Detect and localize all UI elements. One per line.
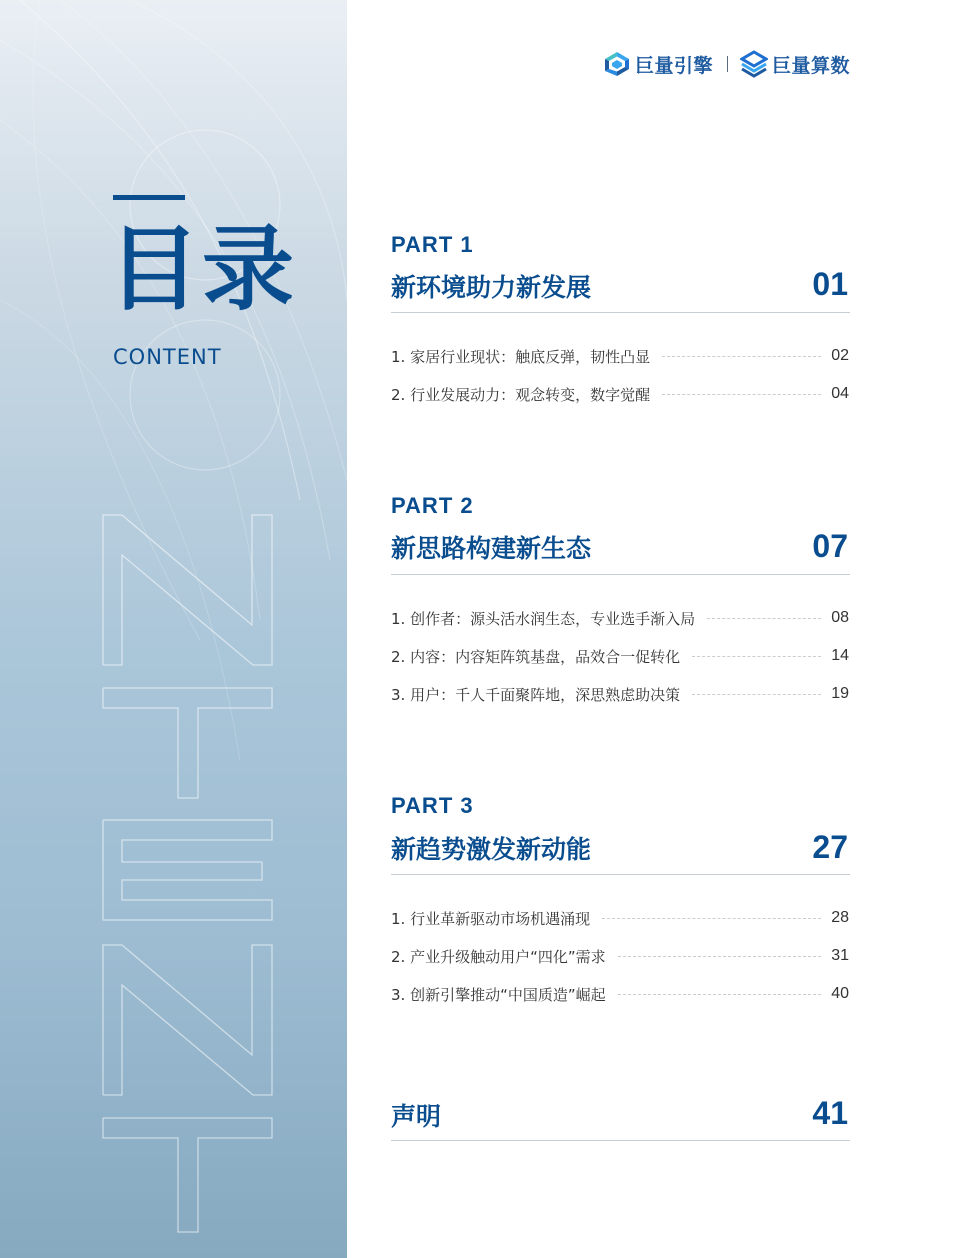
statement-title[interactable]: 声明 (391, 1102, 442, 1131)
part-2-page[interactable]: 07 (812, 528, 848, 564)
toc-entry-page: 40 (831, 985, 849, 1002)
part-3-label: PART 3 (391, 793, 474, 818)
juliang-suanshu-logo-text: 巨量算数 (771, 54, 850, 77)
part-3-page[interactable]: 27 (812, 829, 848, 865)
brand-logos (603, 47, 850, 81)
part-1-title[interactable]: 新环境助力新发展 (391, 273, 592, 302)
toc-entry-text: 3. 用户：千人千面聚阵地，深思熟虑助决策 (391, 685, 681, 704)
page-subtitle: CONTENT (113, 345, 222, 369)
toc-leader-dots (618, 994, 822, 995)
toc-entry-text: 2. 内容：内容矩阵筑基盘，品效合一促转化 (391, 647, 681, 666)
toc-entry-text: 3. 创新引擎推动“中国质造”崛起 (391, 985, 606, 1004)
part-1-divider (391, 312, 850, 313)
toc-entry-page: 08 (831, 609, 849, 626)
toc-leader-dots (618, 956, 822, 957)
juliang-suanshu-logo (740, 50, 850, 78)
toc-entry-text: 1. 创作者：源头活水润生态，专业选手渐入局 (391, 609, 696, 628)
juliang-engine-logo (603, 50, 713, 78)
toc-entry-text: 1. 家居行业现状：触底反弹，韧性凸显 (391, 347, 651, 366)
toc-leader-dots (662, 356, 821, 357)
statement-divider (391, 1140, 850, 1141)
part-1-label: PART 1 (391, 232, 474, 257)
part-3-title[interactable]: 新趋势激发新动能 (391, 835, 592, 864)
juliang-suanshu-logo-icon (740, 50, 768, 78)
toc-entry-page: 02 (831, 347, 849, 364)
toc-entry-text: 2. 行业发展动力：观念转变，数字觉醒 (391, 385, 651, 404)
toc-entry-page: 14 (831, 647, 849, 664)
background-waves-graphic (0, 0, 347, 1258)
toc-entry[interactable] (391, 607, 849, 629)
juliang-engine-logo-text: 巨量引擎 (634, 54, 713, 77)
statement-page[interactable]: 41 (812, 1095, 848, 1131)
toc-entry-text: 1. 行业革新驱动市场机遇涌现 (391, 909, 591, 928)
toc-entry-page: 04 (831, 385, 849, 402)
toc-leader-dots (662, 394, 821, 395)
toc-leader-dots (707, 618, 821, 619)
toc-entry[interactable] (391, 345, 849, 367)
part-2-divider (391, 574, 850, 575)
toc-entry[interactable] (391, 907, 849, 929)
toc-entry[interactable] (391, 683, 849, 705)
juliang-engine-logo-icon (603, 50, 631, 78)
toc-entry-page: 28 (831, 909, 849, 926)
toc-leader-dots (692, 656, 821, 657)
part-2-label: PART 2 (391, 493, 474, 518)
part-1-page[interactable]: 01 (812, 266, 848, 302)
toc-entry[interactable] (391, 983, 849, 1005)
toc-entry-page: 19 (831, 685, 849, 702)
cover-side-panel (0, 0, 347, 1258)
toc-leader-dots (602, 918, 821, 919)
toc-entry[interactable] (391, 645, 849, 667)
toc-entry-page: 31 (831, 947, 849, 964)
toc-entry[interactable] (391, 383, 849, 405)
toc-entry-text: 2. 产业升级触动用户“四化”需求 (391, 947, 606, 966)
part-2-title[interactable]: 新思路构建新生态 (391, 534, 592, 563)
logo-divider (727, 56, 728, 72)
toc-leader-dots (692, 694, 821, 695)
title-accent-bar (113, 195, 185, 200)
part-3-divider (391, 874, 850, 875)
page-title: 目录 (108, 216, 297, 323)
toc-entry[interactable] (391, 945, 849, 967)
